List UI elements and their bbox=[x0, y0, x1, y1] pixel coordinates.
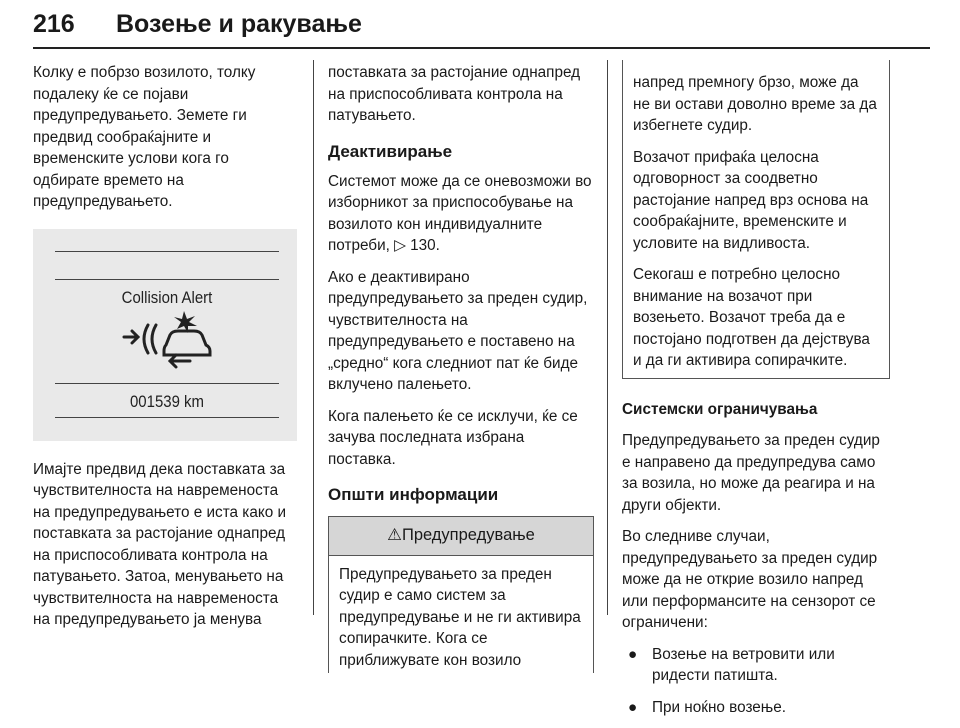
warning-box bbox=[328, 516, 594, 673]
column-1 bbox=[33, 62, 299, 641]
odometer-readout: 001539 km bbox=[129, 391, 205, 411]
paragraph: Секогаш е потребно целосно внимание на возачот при возењето. Возачот треба да е постојано подготвен да дејствува и да ги активира сопирачките. bbox=[633, 266, 870, 369]
page-ref-arrow-icon: ▷ bbox=[394, 237, 406, 254]
paragraph: напред премногу брзо, може да не ви остави доволно време за да избегнете судир. bbox=[633, 74, 877, 134]
paragraph: Во следниве случаи, предупредувањето за преден судир може да не открие возило напред или перформансите на сензорот се ограничени: bbox=[622, 528, 878, 631]
paragraph: Предупредувањето за преден судир е направено да предупредува само за возила, но може да реагира и на други објекти. bbox=[622, 432, 880, 514]
section-title: Возење и ракување bbox=[116, 10, 362, 38]
display-figure bbox=[33, 229, 297, 441]
header-rule bbox=[33, 47, 930, 49]
display-screen bbox=[55, 251, 279, 419]
warning-box-continued bbox=[622, 60, 890, 379]
column-3 bbox=[622, 60, 890, 728]
paragraph: Колку е побрзо возилото, толку подалеку ќе се појави предупредувањето. Земете ги предвид сообраќајните и временските услови кога го одбирате времето на предупредувањето. bbox=[33, 64, 256, 210]
warning-triangle-icon: ⚠ bbox=[387, 526, 402, 544]
column-divider-1 bbox=[313, 60, 314, 615]
collision-alert-icon bbox=[118, 311, 218, 373]
page-header bbox=[33, 4, 930, 46]
page-ref-link[interactable]: 130. bbox=[410, 237, 440, 254]
paragraph: Кога палењето ќе се исклучи, ќе се зачува последната избрана поставка. bbox=[328, 407, 578, 468]
page-number: 216 bbox=[33, 10, 75, 38]
bullet-icon: ● bbox=[628, 698, 638, 716]
paragraph: поставката за растојание однапред на приспособливата контрола на патувањето. bbox=[328, 64, 581, 124]
heading-general: Општи информации bbox=[328, 485, 499, 504]
warning-body: Предупредувањето за преден судир е само систем за предупредување и не ги активира сопирачките. Кога се приближувате кон возило bbox=[339, 565, 581, 669]
display-title: Collision Alert bbox=[121, 287, 213, 307]
list-item: ● Возење на ветровити или ридести патишта. bbox=[628, 645, 835, 684]
heading-deactivate: Деактивирање bbox=[328, 141, 453, 161]
paragraph: Имајте предвид дека поставката за чувствителноста на навременоста на предупредувањето е иста како и поставката за растојание однапред на приспособливата контрола на патувањето. Затоа, менувањето на чувствителноста на навременоста на предупредувањето ја менува bbox=[33, 460, 287, 628]
paragraph: Системот може да се оневозможи во изборникот за приспособување на возилото кон индивидуалните потреби, ▷ 130. bbox=[328, 172, 592, 254]
column-divider-2 bbox=[607, 60, 608, 615]
heading-limits: Системски ограничувања bbox=[622, 400, 818, 418]
paragraph: Ако е деактивирано предупредувањето за преден судир, чувствителноста на предупредувањето е поставено на „средно“ кога следниот пат ќе биде вклучено палењето. bbox=[328, 268, 588, 393]
warning-header: ⚠Предупредување bbox=[329, 517, 593, 556]
paragraph: Возачот прифаќа целосна одговорност за соодветно растојание напред врз основа на сообраќајните, временските и условите на видливоста. bbox=[633, 148, 869, 252]
bullet-icon: ● bbox=[628, 645, 638, 663]
list-item: ● При ноќно возење. bbox=[622, 697, 890, 719]
column-2 bbox=[328, 62, 594, 673]
